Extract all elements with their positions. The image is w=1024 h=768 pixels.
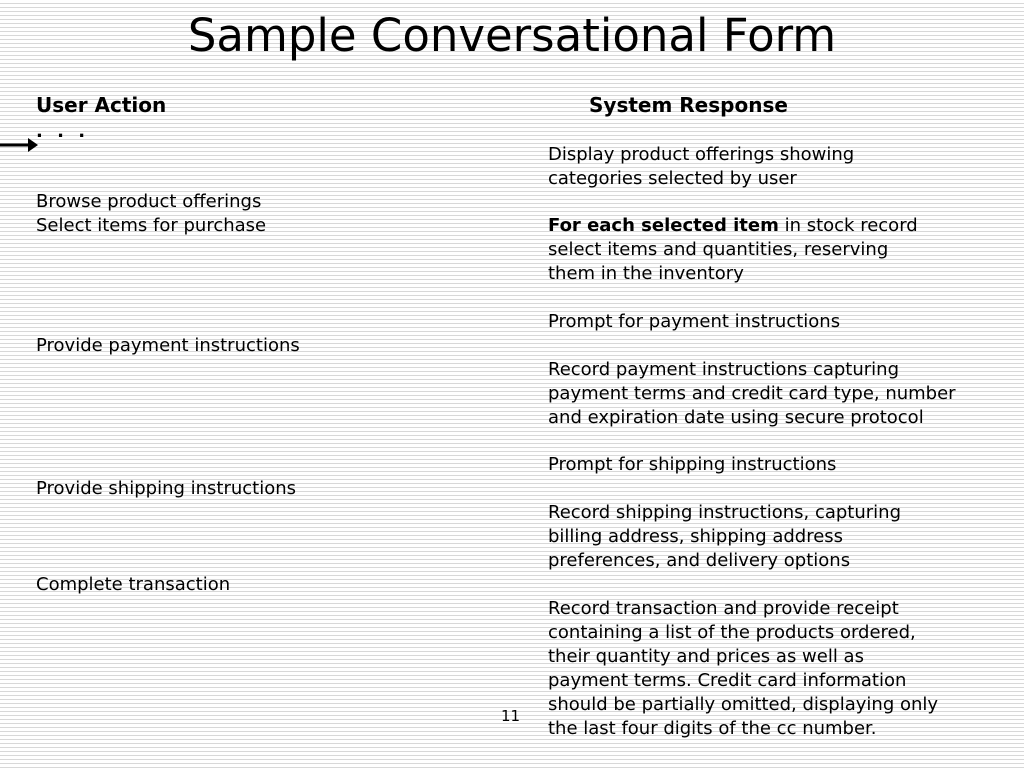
response-record-items-line: them in the inventory bbox=[548, 263, 744, 284]
response-prompt-shipping: Prompt for shipping instructions bbox=[548, 454, 837, 475]
response-prompt-payment: Prompt for payment instructions bbox=[548, 311, 841, 332]
lead-rest: in stock record bbox=[778, 215, 918, 236]
page-number: 11 bbox=[501, 707, 521, 725]
response-record-items-line: select items and quantities, reserving bbox=[548, 239, 889, 260]
system-response-header: System Response bbox=[589, 93, 788, 117]
user-action-payment: Provide payment instructions bbox=[36, 335, 300, 356]
arrow-right-icon bbox=[0, 135, 40, 155]
response-display-line: Display product offerings showing bbox=[548, 144, 855, 165]
user-action-complete: Complete transaction bbox=[36, 574, 231, 595]
user-action-select: Select items for purchase bbox=[36, 215, 267, 236]
user-action-header: User Action bbox=[36, 93, 167, 117]
bold-lead: For each selected item bbox=[548, 215, 779, 236]
user-action-shipping: Provide shipping instructions bbox=[36, 478, 297, 499]
ellipsis: . . . bbox=[36, 121, 90, 142]
response-record-shipping-line: billing address, shipping address bbox=[548, 526, 844, 547]
response-record-transaction-line: Record transaction and provide receipt bbox=[548, 598, 899, 619]
response-record-transaction-line: should be partially omitted, displaying only bbox=[548, 694, 939, 715]
response-display-line: categories selected by user bbox=[548, 168, 797, 189]
response-record-transaction-line: payment terms. Credit card information bbox=[548, 670, 907, 691]
response-record-payment-line: payment terms and credit card type, number bbox=[548, 383, 956, 404]
response-record-items-line bbox=[548, 214, 918, 238]
user-action-browse: Browse product offerings bbox=[36, 191, 262, 212]
response-record-transaction-line: the last four digits of the cc number. bbox=[548, 718, 877, 739]
response-record-payment-line: and expiration date using secure protocol bbox=[548, 407, 924, 428]
response-record-payment-line: Record payment instructions capturing bbox=[548, 359, 899, 380]
response-record-transaction-line: containing a list of the products ordered, bbox=[548, 622, 916, 643]
response-record-transaction-line: their quantity and prices as well as bbox=[548, 646, 864, 667]
response-record-shipping-line: Record shipping instructions, capturing bbox=[548, 502, 902, 523]
response-record-shipping-line: preferences, and delivery options bbox=[548, 550, 851, 571]
slide-title: Sample Conversational Form bbox=[187, 9, 837, 62]
